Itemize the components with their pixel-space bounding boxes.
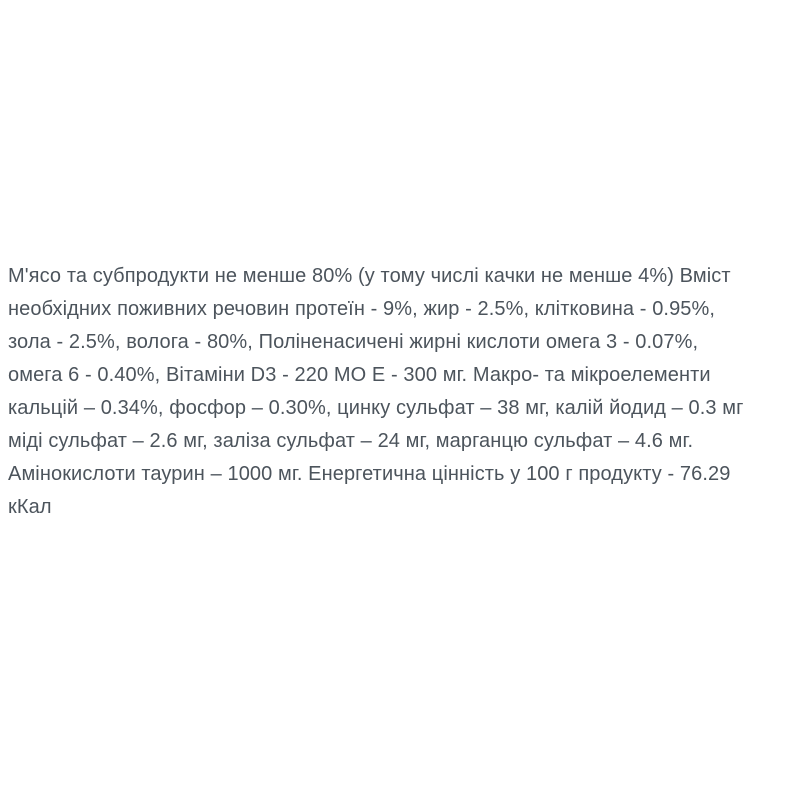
- description-line: кальцій – 0.34%, фосфор – 0.30%, цинку сульфат – 38 мг, калій йодид – 0.3 мг: [8, 397, 744, 419]
- description-line: міді сульфат – 2.6 мг, заліза сульфат – 24 мг, марганцю сульфат – 4.6 мг.: [8, 430, 694, 452]
- description-line: М'ясо та субпродукти не менше 80% (у тому числі качки не менше 4%) Вміст: [8, 265, 731, 287]
- description-line: Амінокислоти таурин – 1000 мг. Енергетична цінність у 100 г продукту - 76.29: [8, 463, 731, 485]
- description-line: кКал: [8, 496, 52, 518]
- product-composition-description: [8, 260, 792, 524]
- description-line: омега 6 - 0.40%, Вітаміни D3 - 220 МО Е - 300 мг. Макро- та мікроелементи: [8, 364, 711, 386]
- description-line: необхідних поживних речовин протеїн - 9%, жир - 2.5%, клітковина - 0.95%,: [8, 298, 716, 320]
- description-line: зола - 2.5%, волога - 80%, Поліненасичені жирні кислоти омега 3 - 0.07%,: [8, 331, 699, 353]
